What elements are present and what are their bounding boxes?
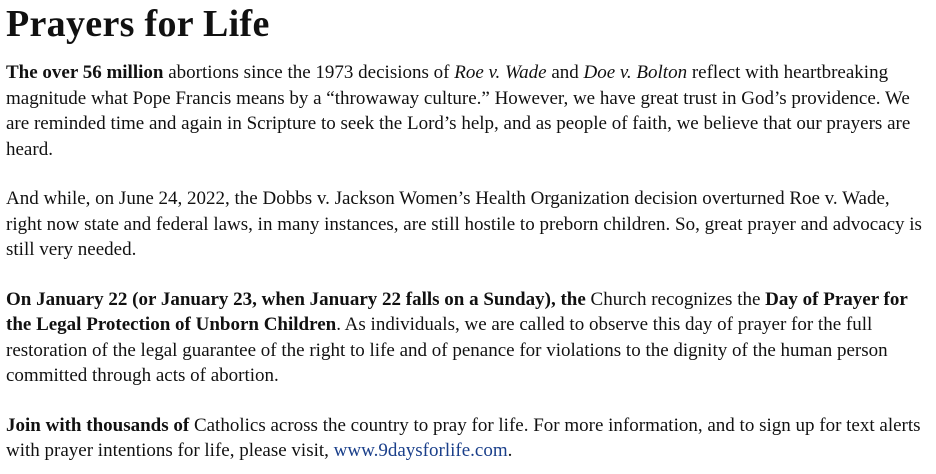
case-roe-v-wade: Roe v. Wade	[454, 62, 547, 83]
paragraph-day-of-prayer-text-2: . As individuals, we are called to observe this day of prayer for the full restoration of the legal guarantee of the right to life and of penance for violations to the dignity of the human person committed through acts of abortion.	[6, 314, 888, 386]
paragraph-day-of-prayer-lead: On January 22 (or January 23, when January 22 falls on a Sunday), the	[6, 288, 586, 310]
paragraph-join	[6, 413, 930, 464]
paragraph-join-text-1: Catholics across the country to pray for life. For more information, and to sign up for text alerts with prayer intentions for life, please visit,	[6, 414, 921, 461]
paragraph-statistics-text-3: reflect with heartbreaking magnitude what Pope Francis means by a “throwaway culture.” However, we have great trust in God’s providence. We are reminded time and again in Scripture to seek the Lord’s help, and as people of faith, we believe that our prayers are heard.	[6, 62, 911, 160]
paragraph-statistics	[6, 60, 930, 162]
paragraph-dobbs: And while, on June 24, 2022, the Dobbs v. Jackson Women’s Health Organization decision overturned Roe v. Wade, right now state and federal laws, in many instances, are still hostile to preborn children. So, great prayer and advocacy is still very needed.	[6, 188, 922, 260]
case-doe-v-bolton: Doe v. Bolton	[583, 62, 688, 83]
day-of-prayer-name: Day of Prayer for the Legal Protection of Unborn Children	[6, 288, 908, 335]
paragraph-join-text-2: .	[507, 440, 513, 461]
paragraph-statistics-lead: The over 56 million	[6, 62, 164, 83]
paragraph-statistics-text-2: and	[546, 62, 584, 83]
paragraph-statistics-text-1: abortions since the 1973 decisions of	[163, 62, 455, 83]
paragraph-day-of-prayer-text-1: Church recognizes the	[585, 288, 766, 310]
page-title: Prayers for Life	[6, 3, 270, 45]
paragraph-day-of-prayer	[6, 287, 930, 389]
paragraph-join-lead: Join with thousands of	[6, 414, 190, 436]
website-link[interactable]: www.9daysforlife.com	[333, 440, 508, 461]
